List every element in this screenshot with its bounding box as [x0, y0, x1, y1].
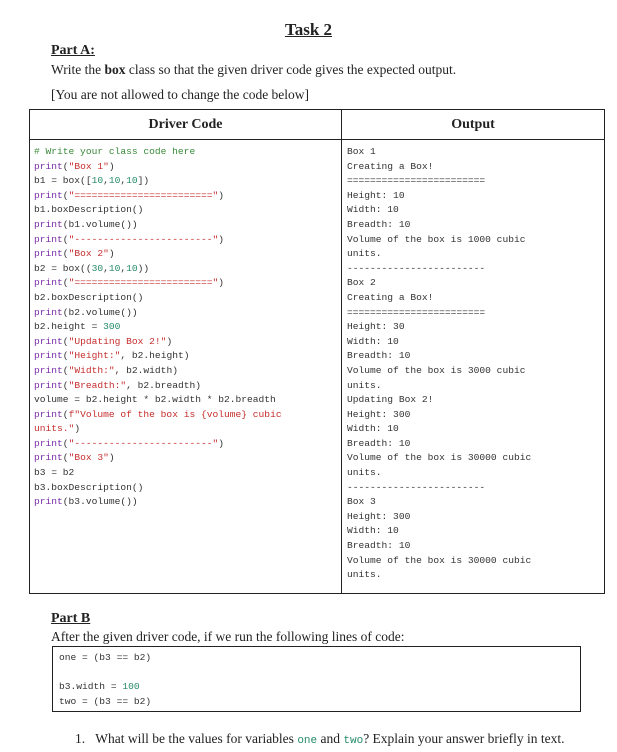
code-token: b2 = box(( — [34, 262, 92, 274]
output-line: Creating a Box! — [347, 291, 434, 303]
output-line: Box 1 — [347, 146, 376, 157]
output-line: Width: 10 — [347, 335, 399, 347]
output-line: ======================== — [347, 175, 486, 187]
code-token: units." — [34, 423, 75, 435]
code-token: ( — [62, 350, 69, 362]
output-header: Output — [342, 110, 605, 140]
code-token: 100 — [122, 681, 140, 693]
code-token: ( — [62, 379, 69, 391]
driver-code-line — [30, 393, 341, 408]
driver-code-line — [30, 262, 341, 277]
output-line: Breadth: 10 — [347, 540, 411, 552]
output-line: Box 2 — [347, 277, 376, 289]
output-line: Width: 10 — [347, 204, 399, 216]
code-token: print — [34, 335, 63, 347]
driver-code-line — [30, 160, 341, 175]
output-line: Width: 10 — [347, 423, 399, 435]
code-token: print — [34, 160, 63, 172]
code-table — [29, 109, 605, 594]
code-token: print — [34, 452, 63, 464]
output-line: ------------------------ — [347, 481, 486, 493]
output-line: ======================== — [347, 306, 486, 318]
code-token: )) — [137, 262, 150, 274]
output-line: Height: 300 — [347, 510, 411, 522]
question-1 — [75, 731, 565, 749]
driver-code-line — [30, 145, 341, 160]
driver-code-line — [30, 306, 341, 321]
code-token: volume = b2.height * b2.width * b2.breadth — [34, 394, 276, 406]
code-token: "========================" — [68, 277, 219, 289]
driver-code-line — [30, 349, 341, 364]
output-line: Updating Box 2! — [347, 394, 434, 406]
output-line: Creating a Box! — [347, 160, 434, 172]
part-b-code-line — [53, 651, 580, 666]
code-token: ( — [62, 160, 69, 172]
part-b-code-box — [52, 646, 581, 712]
instruction-bold: box — [104, 62, 126, 77]
code-token: , — [103, 262, 109, 274]
output-line: Volume of the box is 3000 cubic — [347, 364, 526, 376]
code-token: one = (b3 == b2) — [59, 652, 152, 663]
output-line: Breadth: 10 — [347, 437, 411, 449]
code-token: print — [34, 189, 63, 201]
driver-code-line — [30, 247, 341, 262]
code-token: print — [34, 248, 63, 260]
code-token: b2.boxDescription() — [34, 291, 144, 303]
code-token: b3 = b2 — [34, 467, 75, 479]
code-token: ) — [108, 452, 115, 464]
output-cell — [342, 140, 605, 594]
code-token: b1 = box([ — [34, 175, 92, 187]
code-token: b3.width = — [59, 681, 123, 693]
question-pre: What will be the values for variables — [95, 731, 298, 746]
instruction-pre: Write the — [51, 62, 105, 77]
restriction-note: [You are not allowed to change the code below] — [51, 87, 310, 102]
code-token: ) — [108, 160, 115, 172]
code-token: 300 — [103, 321, 121, 333]
output-line: Height: 30 — [347, 321, 405, 333]
driver-code-cell — [30, 140, 342, 594]
code-token: ]) — [137, 175, 150, 187]
code-token: print — [34, 277, 63, 289]
part-a-heading: Part A: — [51, 43, 95, 58]
driver-code-line — [30, 189, 341, 204]
code-token: # Write your class code here — [34, 146, 196, 157]
code-token: 10 — [126, 262, 138, 274]
code-token: 10 — [108, 175, 121, 187]
code-token: ) — [166, 335, 173, 347]
code-token: b3.boxDescription() — [34, 481, 144, 493]
code-token: b2.height = — [34, 321, 104, 333]
output-line: Box 3 — [347, 496, 376, 508]
code-token: "Box 1" — [68, 160, 109, 172]
output-line: Breadth: 10 — [347, 350, 411, 362]
part-b-code-line — [53, 680, 580, 695]
code-token: ) — [108, 248, 115, 260]
part-b-code-block — [53, 647, 580, 709]
question-post: ? Explain your answer briefly in text. — [363, 731, 565, 746]
var-one: one — [297, 735, 318, 747]
code-token: print — [34, 379, 63, 391]
code-token: 10 — [108, 262, 121, 274]
instruction-post: class so that the given driver code gives the expected output. — [125, 62, 457, 77]
var-two: two — [343, 735, 364, 747]
code-token: print — [34, 496, 63, 508]
driver-code-line — [30, 481, 341, 496]
driver-code-line — [30, 437, 341, 452]
driver-code-line — [30, 466, 341, 481]
code-token: two = (b3 == b2) — [59, 695, 152, 707]
driver-code-line — [30, 291, 341, 306]
driver-code-line — [30, 218, 341, 233]
output-line: Volume of the box is 1000 cubic — [347, 233, 526, 245]
code-token: ) — [74, 423, 81, 435]
part-b-heading: Part B — [51, 611, 91, 626]
code-token: ( — [62, 437, 69, 449]
part-b-code-line — [53, 695, 580, 710]
driver-code-line — [30, 364, 341, 379]
code-token: , b2.breadth) — [126, 379, 201, 391]
code-token: print — [34, 350, 63, 362]
code-token: ( — [62, 248, 69, 260]
code-token: ) — [218, 233, 225, 245]
code-token: "------------------------" — [68, 233, 219, 245]
code-token: , — [120, 175, 127, 187]
driver-code-line — [30, 422, 341, 437]
question-mid: and — [317, 731, 344, 746]
code-token: "========================" — [68, 189, 219, 201]
driver-code-line — [30, 495, 341, 510]
driver-code-line — [30, 203, 341, 218]
driver-code-line — [30, 451, 341, 466]
code-token: f"Volume of the box is {volume} cubic — [68, 408, 282, 420]
code-token: b1.boxDescription() — [34, 204, 144, 216]
driver-code-block — [30, 140, 341, 510]
output-block — [342, 140, 604, 583]
code-token: "Box 2" — [68, 248, 109, 260]
output-line: units. — [347, 379, 382, 391]
code-token: (b2.volume()) — [62, 306, 138, 318]
output-line: ------------------------ — [347, 262, 486, 274]
code-token: ( — [62, 408, 69, 420]
output-line: units. — [347, 248, 382, 260]
code-token: , b2.width) — [114, 364, 178, 376]
code-token: ( — [62, 452, 69, 464]
code-token: , — [103, 175, 109, 187]
code-token: print — [34, 408, 63, 420]
code-token: "Updating Box 2!" — [68, 335, 167, 347]
output-line: Volume of the box is 30000 cubic — [347, 452, 532, 464]
code-token: ( — [62, 277, 69, 289]
output-line: Height: 10 — [347, 189, 405, 201]
code-token: (b1.volume()) — [62, 218, 138, 230]
code-token: ( — [62, 189, 69, 201]
code-token: print — [34, 364, 63, 376]
driver-code-line — [30, 320, 341, 335]
code-token: print — [34, 437, 63, 449]
code-token: print — [34, 218, 63, 230]
page-title: Task 2 — [284, 20, 333, 39]
driver-code-line — [30, 233, 341, 248]
code-token: "Width:" — [68, 364, 115, 376]
code-token: ( — [62, 233, 69, 245]
code-token: 10 — [126, 175, 138, 187]
output-line: Height: 300 — [347, 408, 411, 420]
output-line: Breadth: 10 — [347, 218, 411, 230]
driver-code-header: Driver Code — [30, 110, 342, 140]
part-a-instruction — [51, 62, 456, 78]
code-token: ) — [218, 277, 225, 289]
driver-code-line — [30, 276, 341, 291]
output-line: units. — [347, 467, 382, 479]
code-token: ) — [218, 437, 225, 449]
output-line: Width: 10 — [347, 525, 399, 537]
code-token: 30 — [91, 262, 104, 274]
code-token: "Box 3" — [68, 452, 109, 464]
code-token: 10 — [91, 175, 104, 187]
code-token: ) — [218, 189, 225, 201]
code-token: print — [34, 233, 63, 245]
code-token: print — [34, 306, 63, 318]
code-token: "------------------------" — [68, 437, 219, 449]
driver-code-line — [30, 408, 341, 423]
code-token: ( — [62, 335, 69, 347]
code-token: "Height:" — [68, 350, 121, 362]
question-number: 1. — [75, 731, 86, 746]
part-b-code-line — [53, 666, 580, 681]
driver-code-line — [30, 335, 341, 350]
output-line: units. — [347, 569, 382, 581]
code-token: ( — [62, 364, 69, 376]
code-token: , b2.height) — [120, 350, 190, 362]
code-token: , — [120, 262, 127, 274]
output-line: Volume of the box is 30000 cubic — [347, 554, 532, 566]
code-token: (b3.volume()) — [62, 496, 138, 508]
driver-code-line — [30, 379, 341, 394]
part-b-instruction: After the given driver code, if we run the following lines of code: — [51, 629, 405, 644]
code-token: "Breadth:" — [68, 379, 127, 391]
driver-code-line — [30, 174, 341, 189]
